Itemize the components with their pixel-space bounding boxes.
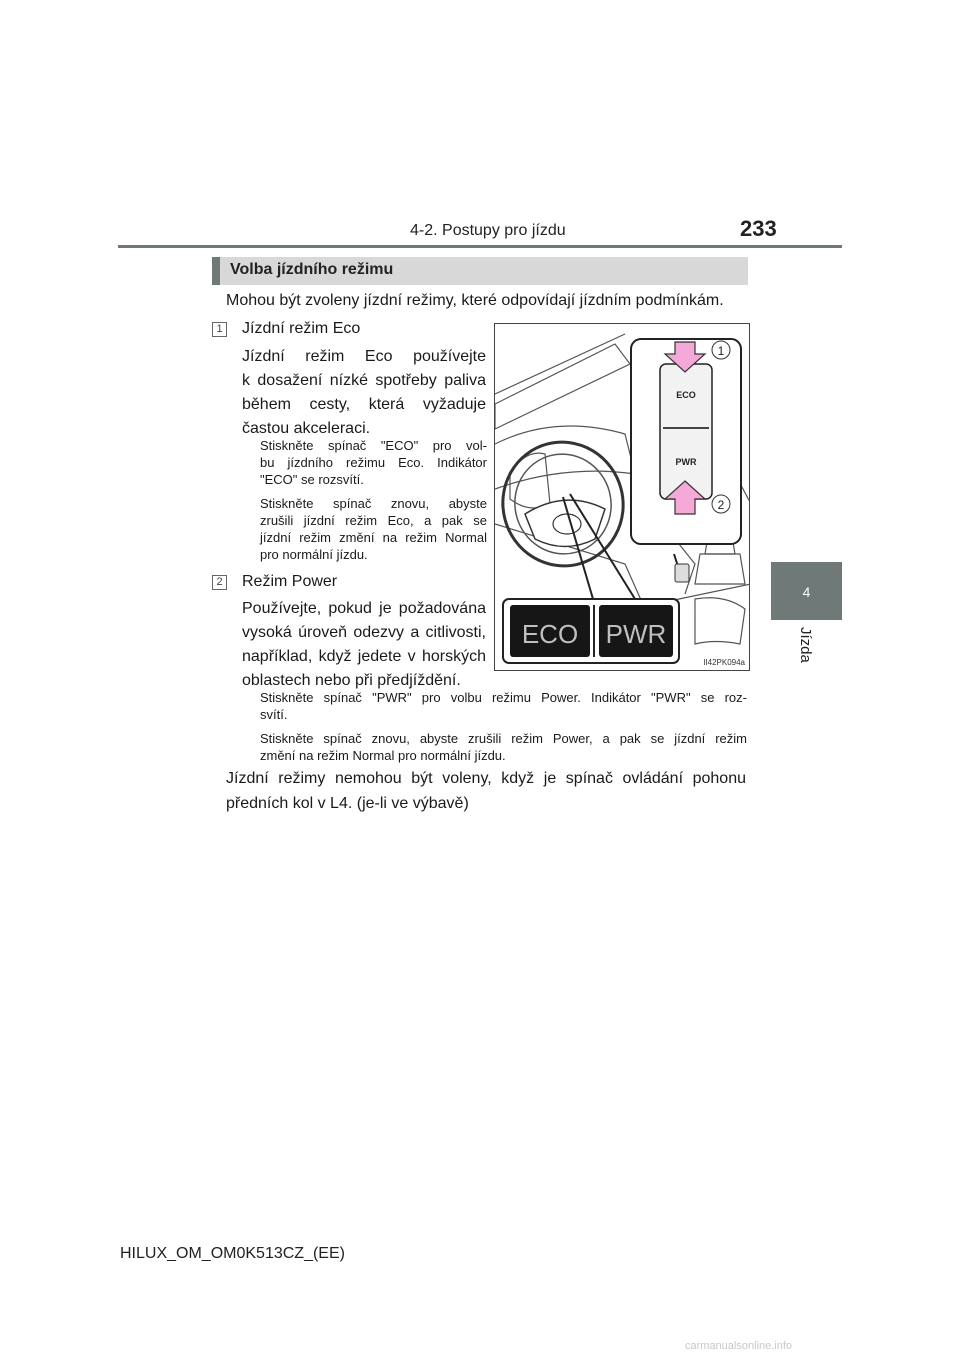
note-line: Stiskněte spínač znovu, abyste — [260, 496, 487, 511]
item-2-title: Režim Power — [242, 573, 338, 590]
item-1-desc-line: během cesty, která vyžaduje — [242, 396, 486, 413]
figure-eco-pwr-switch — [494, 323, 750, 671]
chapter-tab — [771, 562, 842, 620]
item-number-1: 1 — [212, 322, 227, 337]
closing-line: předních kol v L4. (je-li ve výbavě) — [226, 795, 469, 812]
note-line: zrušili jízdní režim Eco, a pak se — [260, 513, 487, 528]
item-1-desc-line: častou akceleraci. — [242, 420, 371, 437]
section-heading-text: Volba jízdního režimu — [230, 261, 394, 278]
item-number-2: 2 — [212, 575, 227, 590]
item-1-desc-line: k dosažení nízké spotřeby paliva — [242, 372, 486, 389]
note-line: svítí. — [260, 707, 288, 722]
figure-code: II42PK094a — [703, 658, 745, 667]
note-line: změní na režim Normal pro normální jízdu. — [260, 748, 506, 763]
note-line: Stiskněte spínač "PWR" pro volbu režimu Power. Indikátor "PWR" se roz- — [260, 690, 747, 705]
item-1-desc-line: Jízdní režim Eco používejte — [242, 348, 486, 365]
chapter-tab-number: 4 — [802, 584, 811, 600]
item-2-desc-line: například, když jedete v horských — [242, 648, 486, 665]
section-heading — [212, 257, 748, 285]
item-1-title: Jízdní režim Eco — [242, 320, 361, 337]
switch-label-eco: ECO — [676, 390, 696, 400]
item-2-desc-line: Používejte, pokud je požadována — [242, 600, 486, 617]
note-line: Stiskněte spínač "ECO" pro vol- — [260, 438, 487, 453]
closing-line: Jízdní režimy nemohou být voleny, když je spínač ovládání pohonu — [226, 770, 746, 787]
chapter-label: Jízda — [797, 627, 814, 663]
header-section-title: 4-2. Postupy pro jízdu — [410, 222, 566, 239]
indicator-eco: ECO — [521, 619, 579, 649]
callout-1: 1 — [717, 344, 725, 358]
indicator-pwr: PWR — [605, 619, 667, 649]
note-line: jízdní režim změní na režim Normal — [260, 530, 487, 545]
intro-paragraph: Mohou být zvoleny jízdní režimy, které odpovídají jízdním podmínkám. — [226, 292, 724, 309]
note-line: pro normální jízdu. — [260, 547, 368, 562]
note-line: "ECO" se rozsvítí. — [260, 472, 364, 487]
callout-2: 2 — [717, 498, 725, 512]
document-footer: HILUX_OM_OM0K513CZ_(EE) — [120, 1245, 345, 1262]
figure-illustration — [495, 324, 750, 671]
item-2-desc-line: vysoká úroveň odezvy a citlivosti, — [242, 624, 486, 641]
switch-label-pwr: PWR — [675, 457, 697, 467]
note-line: Stiskněte spínač znovu, abyste zrušili režim Power, a pak se jízdní režim — [260, 731, 747, 746]
watermark: carmanualsonline.info — [685, 1340, 793, 1352]
item-2-desc-line: oblastech nebo při předjíždění. — [242, 672, 461, 689]
note-line: bu jízdního režimu Eco. Indikátor — [260, 455, 487, 470]
page-number: 233 — [740, 216, 777, 241]
header-rule — [118, 245, 842, 248]
